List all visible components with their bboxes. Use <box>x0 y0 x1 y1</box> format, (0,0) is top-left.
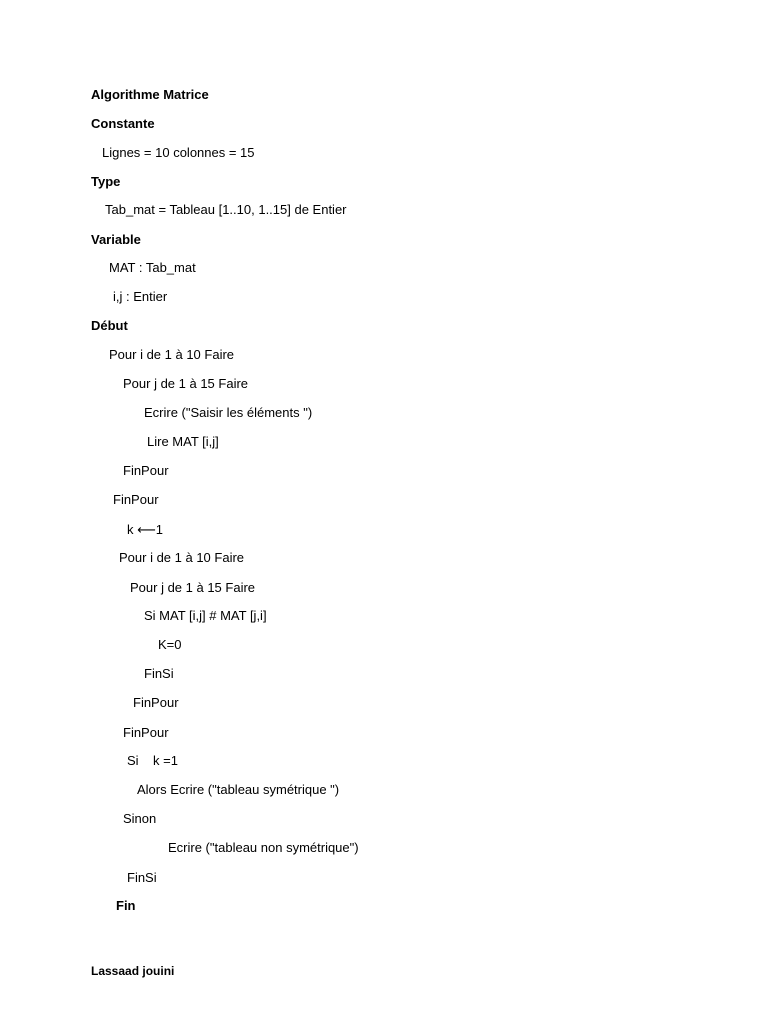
code-line: i,j : Entier <box>113 289 168 304</box>
author-footer: Lassaad jouini <box>91 964 175 978</box>
code-line: Si k =1 <box>127 753 178 768</box>
code-line: Pour i de 1 à 10 Faire <box>119 550 245 565</box>
algorithm-title: Algorithme Matrice <box>91 87 209 102</box>
code-line: FinSi <box>127 870 157 885</box>
code-line: Pour j de 1 à 15 Faire <box>123 376 249 391</box>
section-type: Type <box>91 174 121 189</box>
code-line: Pour i de 1 à 10 Faire <box>109 347 235 362</box>
code-line-fin: Fin <box>116 898 136 913</box>
code-line: Alors Ecrire ("tableau symétrique ") <box>137 782 340 797</box>
code-line: k ⟵1 <box>127 522 163 537</box>
code-line: FinPour <box>123 725 169 740</box>
code-line: MAT : Tab_mat <box>109 260 196 275</box>
section-variable: Variable <box>91 232 141 247</box>
code-line: FinPour <box>113 492 159 507</box>
code-line: FinPour <box>133 695 179 710</box>
section-constante: Constante <box>91 116 155 131</box>
code-line: Tab_mat = Tableau [1..10, 1..15] de Entier <box>105 202 347 217</box>
code-line: K=0 <box>158 637 182 652</box>
code-line: Pour j de 1 à 15 Faire <box>130 580 256 595</box>
code-line: Ecrire ("tableau non symétrique") <box>168 840 359 855</box>
code-line: Ecrire ("Saisir les éléments ") <box>144 405 313 420</box>
section-debut: Début <box>91 318 128 333</box>
code-line: Lignes = 10 colonnes = 15 <box>102 145 255 160</box>
code-line: Lire MAT [i,j] <box>147 434 219 449</box>
code-line: FinSi <box>144 666 174 681</box>
code-line: Si MAT [i,j] # MAT [j,i] <box>144 608 267 623</box>
code-line: FinPour <box>123 463 169 478</box>
code-line: Sinon <box>123 811 157 826</box>
